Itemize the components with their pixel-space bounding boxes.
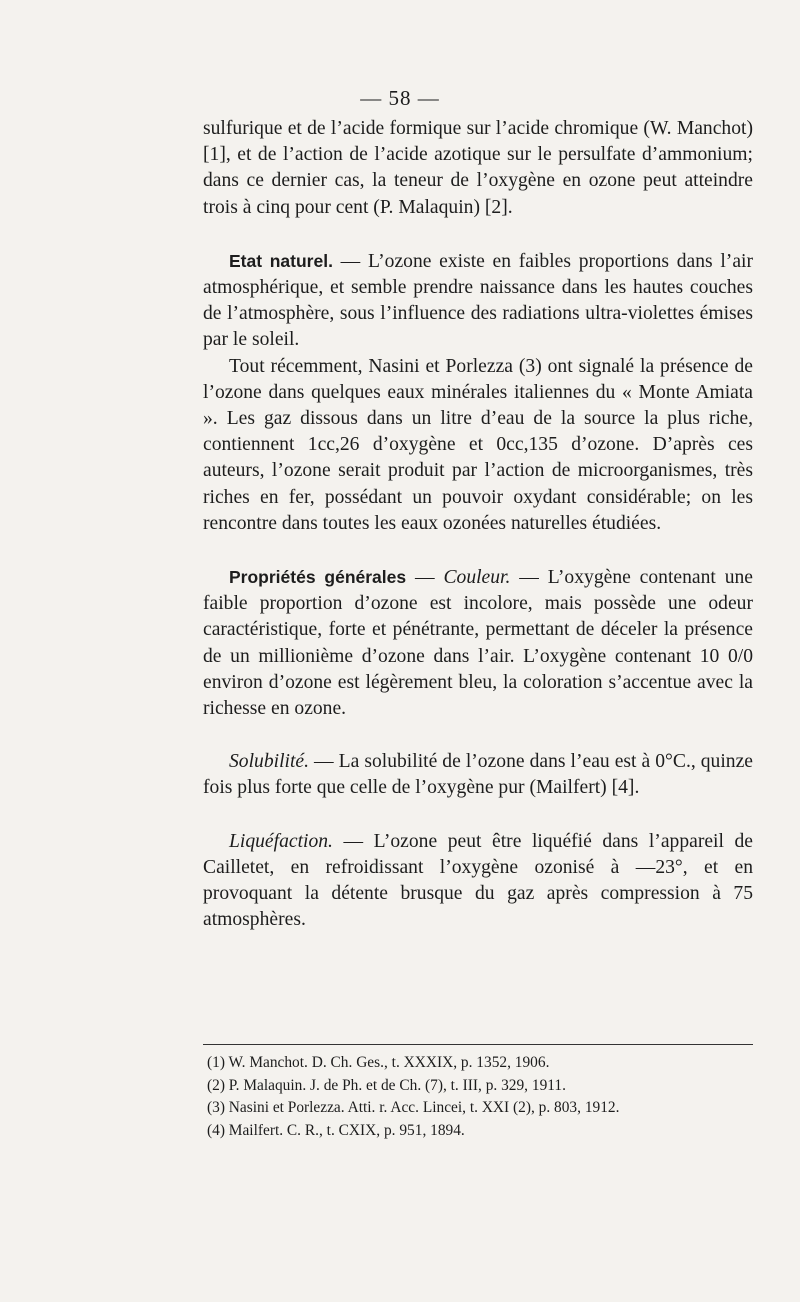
proprietes-text: — L’oxygène contenant une faible proportion d’ozone est incolore, mais possède une odeur caractéristique, forte et pénétrante, permettant de déceler la présence de un millionième d’ozone dans l’air. L’oxygène contenant 10 0/0 environ d’ozone est légèrement bleu, la coloration s’accentue avec la richesse en ozone. [203, 567, 754, 720]
solubilite-paragraph [203, 749, 753, 801]
page-number: — 58 — [360, 86, 440, 110]
couleur-subheading: Couleur. [443, 567, 511, 589]
etat-naturel-text: — L’ozone existe en faibles proportions dans l’air atmosphérique, et semble prendre naissance dans les hautes couches de l’atmosphère, sous l’influence des radiations ultra-violettes émises par le soleil. [203, 250, 754, 351]
proprietes-heading: Propriétés générales [229, 567, 407, 588]
footnotes [207, 1052, 753, 1142]
proprietes-paragraph [203, 564, 753, 722]
liquefaction-heading: Liquéfaction. [229, 830, 333, 852]
solubilite-text: — La solubilité de l’ozone dans l’eau est à 0°C., quinze fois plus forte que celle de l’oxygène pur (Mailfert) [4]. [203, 751, 753, 799]
etat-naturel-heading: Etat naturel. [229, 250, 333, 271]
solubilite-heading: Solubilité. [229, 751, 310, 773]
footnote-2: (2) P. Malaquin. J. de Ph. et de Ch. (7), t. III, p. 329, 1911. [207, 1076, 566, 1094]
etat-naturel-paragraph [203, 248, 753, 354]
intro-paragraph: sulfurique et de l’acide formique sur l’acide chromique (W. Manchot) [1], et de l’action de l’acide azotique sur le persulfate d’ammonium; dans ce dernier cas, la teneur de l’oxygène en ozone peut atteindre trois à cinq pour cent (P. Malaquin) [2]. [203, 118, 753, 218]
footnote-3: (3) Nasini et Porlezza. Atti. r. Acc. Lincei, t. XXI (2), p. 803, 1912. [207, 1099, 620, 1116]
footnote-1: (1) W. Manchot. D. Ch. Ges., t. XXXIX, p. 1352, 1906. [207, 1054, 550, 1071]
liquefaction-text: — L’ozone peut être liquéfié dans l’appareil de Cailletet, en refroidissant l’oxygène ozonisé à —23°, et en provoquant la détente brusque du gaz après compression à 75 atmosphères. [203, 830, 753, 931]
footnote-divider [203, 1044, 753, 1045]
proprietes-dash: — [406, 567, 444, 589]
body-text [203, 116, 753, 933]
footnote-4: (4) Mailfert. C. R., t. CXIX, p. 951, 1894. [207, 1121, 465, 1139]
recent-paragraph: Tout récemment, Nasini et Porlezza (3) ont signalé la présence de l’ozone dans quelques eaux minérales italiennes du « Monte Amiata ». Les gaz dissous dans un litre d’eau de la source la plus riche, contiennent 1cc,26 d’oxygène et 0cc,135 d’ozone. D’après ces auteurs, l’ozone serait produit par l’action de microorganismes, très riches en fer, possédant un pouvoir oxydant considérable; on les rencontre dans toutes les eaux ozonées naturelles étudiées. [203, 355, 753, 534]
liquefaction-paragraph [203, 829, 753, 934]
